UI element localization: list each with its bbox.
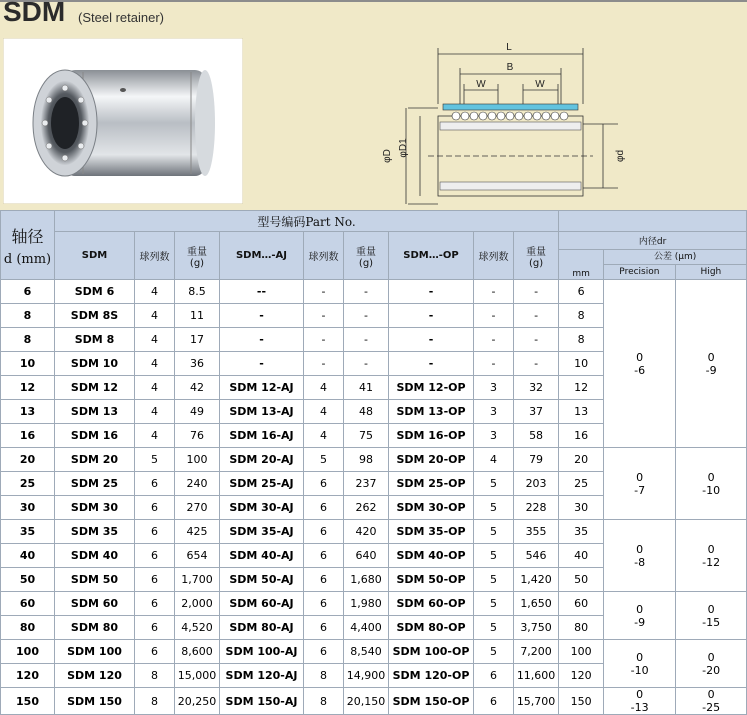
weight-cell: - [514,280,559,304]
ball-rows-cell: - [304,280,344,304]
ball-rows-cell: 4 [304,424,344,448]
weight-cell: 15,000 [175,664,220,688]
weight-cell: 41 [344,376,389,400]
sdm-model-cell: SDM 50 [55,568,135,592]
ball-rows-cell: 3 [474,400,514,424]
inner-dia-cell: 8 [559,328,604,352]
weight-cell: 20,250 [175,688,220,715]
weight-cell: 20,150 [344,688,389,715]
sdm-model-cell: SDM 13 [55,400,135,424]
aj-model-cell: SDM 150-AJ [220,688,304,715]
col-mm: mm [559,250,604,280]
blank-header [559,211,747,232]
tolerance-upper: 0 [707,470,715,484]
shaft-dia-cell: 8 [1,304,55,328]
weight-cell: - [344,328,389,352]
weight-cell: 11 [175,304,220,328]
precision-tolerance-cell [604,688,676,715]
col-weight-2-label: 重量 [356,246,376,258]
tolerance-upper: 0 [636,542,644,556]
sdm-model-cell: SDM 35 [55,520,135,544]
col-sdm: SDM [55,232,135,280]
shaft-dia-cell: 40 [1,544,55,568]
col-weight-3-unit: (g) [528,257,544,269]
ball-rows-cell: 3 [474,424,514,448]
tolerance-lower: -12 [702,555,721,569]
label-D1: φD1 [398,138,409,158]
ball-rows-cell: 8 [304,664,344,688]
high-tolerance-cell [676,280,747,448]
ball-rows-cell: - [474,328,514,352]
table-body [1,280,747,715]
shaft-dia-cell: 12 [1,376,55,400]
inner-dia-cell: 12 [559,376,604,400]
weight-cell: 420 [344,520,389,544]
tolerance-lower: -7 [634,483,646,497]
ball-rows-cell: - [304,328,344,352]
tolerance-lower: -9 [705,363,717,377]
table-row [1,280,747,304]
ball-rows-cell: 6 [135,496,175,520]
page-title: SDM [3,0,66,27]
ball-rows-cell: 5 [304,448,344,472]
ball-rows-cell: 4 [135,376,175,400]
shaft-header-label: 轴径 [11,227,44,246]
ball-rows-cell: 6 [304,496,344,520]
op-model-cell: SDM 100-OP [389,640,474,664]
inner-header: 内径dr [559,232,747,250]
weight-cell: 1,650 [514,592,559,616]
sdm-model-cell: SDM 6 [55,280,135,304]
weight-cell: - [344,304,389,328]
precision-tolerance-cell [604,280,676,448]
shaft-dia-cell: 150 [1,688,55,715]
aj-model-cell: SDM 12-AJ [220,376,304,400]
shaft-header [1,211,55,280]
sdm-model-cell: SDM 80 [55,616,135,640]
op-model-cell: - [389,304,474,328]
op-model-cell: SDM 13-OP [389,400,474,424]
col-weight-3-label: 重量 [526,246,547,258]
weight-cell: 98 [344,448,389,472]
tolerance-upper: 0 [636,350,644,364]
tolerance-upper: 0 [636,602,644,616]
tolerance-lower: -6 [634,363,646,377]
ball-rows-cell: 6 [135,616,175,640]
sdm-model-cell: SDM 8 [55,328,135,352]
model-header: 型号编码Part No. [55,211,559,232]
weight-cell: 1,700 [175,568,220,592]
top-border [0,0,747,2]
inner-dia-cell: 50 [559,568,604,592]
tolerance-lower: -9 [634,615,646,629]
inner-dia-cell: 25 [559,472,604,496]
ball-rows-cell: - [304,352,344,376]
inner-dia-cell: 100 [559,640,604,664]
aj-model-cell: SDM 35-AJ [220,520,304,544]
ball-rows-cell: 6 [135,568,175,592]
shaft-dia-cell: 50 [1,568,55,592]
high-tolerance-cell [676,520,747,592]
ball-rows-cell: 6 [304,568,344,592]
sdm-model-cell: SDM 120 [55,664,135,688]
weight-cell: 1,680 [344,568,389,592]
weight-cell: 640 [344,544,389,568]
sdm-model-cell: SDM 20 [55,448,135,472]
ball-rows-cell: 6 [135,520,175,544]
ball-rows-cell: - [474,352,514,376]
weight-cell: 8,600 [175,640,220,664]
tol-header [604,250,747,280]
ball-rows-cell: 5 [474,496,514,520]
shaft-dia-cell: 10 [1,352,55,376]
op-model-cell: SDM 16-OP [389,424,474,448]
precision-tolerance-cell [604,640,676,688]
aj-model-cell: SDM 60-AJ [220,592,304,616]
inner-dia-cell: 120 [559,664,604,688]
weight-cell: 228 [514,496,559,520]
ball-rows-cell: 6 [135,640,175,664]
weight-cell: 17 [175,328,220,352]
aj-model-cell: SDM 100-AJ [220,640,304,664]
col-rows-3: 球列数 [474,232,514,280]
ball-rows-cell: 5 [135,448,175,472]
sdm-model-cell: SDM 60 [55,592,135,616]
op-model-cell: SDM 35-OP [389,520,474,544]
weight-cell: 15,700 [514,688,559,715]
col-weight-3 [514,232,559,280]
weight-cell: 8.5 [175,280,220,304]
weight-cell: 1,980 [344,592,389,616]
inner-dia-cell: 40 [559,544,604,568]
tolerance-lower: -15 [702,615,721,629]
inner-dia-cell: 80 [559,616,604,640]
weight-cell: 42 [175,376,220,400]
weight-cell: 262 [344,496,389,520]
tolerance-upper: 0 [636,688,644,701]
ball-rows-cell: - [474,304,514,328]
ball-rows-cell: 5 [474,472,514,496]
ball-rows-cell: 8 [304,688,344,715]
inner-dia-cell: 30 [559,496,604,520]
weight-cell: 355 [514,520,559,544]
col-op: SDM…-OP [389,232,474,280]
weight-cell: 75 [344,424,389,448]
tolerance-upper: 0 [707,542,715,556]
dimension-drawing [378,36,640,208]
inner-dia-cell: 20 [559,448,604,472]
ball-rows-cell: 6 [304,592,344,616]
weight-cell: - [344,280,389,304]
ball-rows-cell: 4 [304,376,344,400]
precision-tolerance-cell [604,592,676,640]
weight-cell: 203 [514,472,559,496]
inner-dia-cell: 150 [559,688,604,715]
ball-rows-cell: 5 [474,616,514,640]
table-row [1,448,747,472]
sdm-model-cell: SDM 10 [55,352,135,376]
inner-dia-cell: 8 [559,304,604,328]
ball-rows-cell: 8 [135,664,175,688]
tolerance-upper: 0 [707,650,715,664]
label-D: φD [382,149,393,163]
tolerance-upper: 0 [707,350,715,364]
shaft-dia-cell: 120 [1,664,55,688]
weight-cell: 3,750 [514,616,559,640]
shaft-dia-cell: 35 [1,520,55,544]
col-precision: Precision [604,265,676,279]
col-rows-2: 球列数 [304,232,344,280]
label-L: L [506,42,512,53]
ball-rows-cell: 6 [135,472,175,496]
weight-cell: 240 [175,472,220,496]
high-tolerance-cell [676,592,747,640]
sdm-model-cell: SDM 12 [55,376,135,400]
op-model-cell: - [389,352,474,376]
ball-rows-cell: 6 [135,544,175,568]
op-model-cell: SDM 40-OP [389,544,474,568]
sdm-model-cell: SDM 100 [55,640,135,664]
weight-cell: 7,200 [514,640,559,664]
ball-rows-cell: 4 [135,304,175,328]
weight-cell: 58 [514,424,559,448]
weight-cell: 654 [175,544,220,568]
high-tolerance-cell [676,640,747,688]
aj-model-cell: SDM 25-AJ [220,472,304,496]
weight-cell: 79 [514,448,559,472]
aj-model-cell: SDM 20-AJ [220,448,304,472]
tol-header-label: 公差 (μm) [604,250,746,265]
ball-rows-cell: 5 [474,568,514,592]
op-model-cell: SDM 80-OP [389,616,474,640]
ball-rows-cell: 6 [474,688,514,715]
weight-cell: 237 [344,472,389,496]
weight-cell: - [514,304,559,328]
op-model-cell: SDM 60-OP [389,592,474,616]
page-subtitle: (Steel retainer) [78,10,164,25]
shaft-dia-cell: 20 [1,448,55,472]
sdm-model-cell: SDM 30 [55,496,135,520]
weight-cell: 76 [175,424,220,448]
weight-cell: 1,420 [514,568,559,592]
aj-model-cell: SDM 80-AJ [220,616,304,640]
tolerance-lower: -20 [702,663,721,677]
col-weight-2 [344,232,389,280]
shaft-dia-cell: 6 [1,280,55,304]
col-weight-1-label: 重量 [187,246,207,258]
weight-cell: 14,900 [344,664,389,688]
label-B: B [506,62,514,73]
tolerance-upper: 0 [636,470,644,484]
tolerance-lower: -8 [634,555,646,569]
ball-rows-cell: 6 [304,472,344,496]
sdm-model-cell: SDM 40 [55,544,135,568]
op-model-cell: SDM 25-OP [389,472,474,496]
ball-rows-cell: 6 [474,664,514,688]
shaft-dia-cell: 25 [1,472,55,496]
sdm-model-cell: SDM 25 [55,472,135,496]
weight-cell: - [344,352,389,376]
aj-model-cell: SDM 30-AJ [220,496,304,520]
ball-rows-cell: 5 [474,520,514,544]
label-W-left: W [476,79,486,90]
sdm-model-cell: SDM 8S [55,304,135,328]
tolerance-upper: 0 [707,602,715,616]
table-row [1,640,747,664]
ball-rows-cell: 6 [135,592,175,616]
shaft-dia-cell: 80 [1,616,55,640]
aj-model-cell: SDM 13-AJ [220,400,304,424]
ball-rows-cell: 4 [135,280,175,304]
aj-model-cell: SDM 50-AJ [220,568,304,592]
ball-rows-cell: 4 [135,328,175,352]
ball-rows-cell: 6 [304,640,344,664]
op-model-cell: SDM 20-OP [389,448,474,472]
weight-cell: 37 [514,400,559,424]
tolerance-lower: -10 [702,483,721,497]
table-row [1,592,747,616]
shaft-header-unit: d (mm) [3,252,52,267]
ball-rows-cell: 4 [474,448,514,472]
sdm-model-cell: SDM 150 [55,688,135,715]
op-model-cell: SDM 50-OP [389,568,474,592]
op-model-cell: - [389,328,474,352]
aj-model-cell: SDM 40-AJ [220,544,304,568]
weight-cell: 546 [514,544,559,568]
weight-cell: 270 [175,496,220,520]
aj-model-cell: -- [220,280,304,304]
inner-dia-cell: 6 [559,280,604,304]
tolerance-lower: -25 [702,701,721,714]
ball-rows-cell: 5 [474,592,514,616]
ball-rows-cell: 4 [135,400,175,424]
inner-dia-cell: 60 [559,592,604,616]
col-weight-1 [175,232,220,280]
col-weight-2-unit: (g) [358,257,374,269]
weight-cell: 8,540 [344,640,389,664]
tolerance-lower: -10 [630,663,649,677]
ball-rows-cell: - [304,304,344,328]
op-model-cell: SDM 12-OP [389,376,474,400]
precision-tolerance-cell [604,520,676,592]
weight-cell: 48 [344,400,389,424]
weight-cell: 36 [175,352,220,376]
shaft-dia-cell: 16 [1,424,55,448]
aj-model-cell: SDM 16-AJ [220,424,304,448]
tolerance-upper: 0 [707,688,715,701]
ball-rows-cell: 5 [474,544,514,568]
ball-rows-cell: 4 [304,400,344,424]
op-model-cell: SDM 30-OP [389,496,474,520]
tolerance-upper: 0 [636,650,644,664]
shaft-dia-cell: 13 [1,400,55,424]
col-rows-1: 球列数 [135,232,175,280]
label-W-right: W [535,79,545,90]
col-high: High [700,267,722,277]
weight-cell: 49 [175,400,220,424]
aj-model-cell: - [220,352,304,376]
ball-rows-cell: 8 [135,688,175,715]
weight-cell: 425 [175,520,220,544]
weight-cell: - [514,352,559,376]
sdm-model-cell: SDM 16 [55,424,135,448]
col-aj: SDM…-AJ [220,232,304,280]
ball-rows-cell: 4 [135,424,175,448]
spec-table [0,210,747,715]
weight-cell: 100 [175,448,220,472]
shaft-dia-cell: 100 [1,640,55,664]
inner-dia-cell: 13 [559,400,604,424]
shaft-dia-cell: 60 [1,592,55,616]
weight-cell: 4,400 [344,616,389,640]
aj-model-cell: - [220,328,304,352]
high-tolerance-cell [676,448,747,520]
ball-rows-cell: 6 [304,520,344,544]
label-d: φd [615,149,626,163]
inner-dia-cell: 10 [559,352,604,376]
weight-cell: - [514,328,559,352]
tolerance-lower: -13 [630,701,649,714]
aj-model-cell: - [220,304,304,328]
precision-tolerance-cell [604,448,676,520]
weight-cell: 11,600 [514,664,559,688]
op-model-cell: SDM 120-OP [389,664,474,688]
shaft-dia-cell: 30 [1,496,55,520]
ball-rows-cell: 3 [474,376,514,400]
op-model-cell: SDM 150-OP [389,688,474,715]
bearing-photo [3,38,243,204]
inner-dia-cell: 16 [559,424,604,448]
table-row [1,520,747,544]
weight-cell: 4,520 [175,616,220,640]
ball-rows-cell: 5 [474,640,514,664]
col-weight-1-unit: (g) [189,257,205,269]
ball-rows-cell: 6 [304,616,344,640]
op-model-cell: - [389,280,474,304]
ball-rows-cell: 6 [304,544,344,568]
inner-dia-cell: 35 [559,520,604,544]
weight-cell: 32 [514,376,559,400]
weight-cell: 2,000 [175,592,220,616]
aj-model-cell: SDM 120-AJ [220,664,304,688]
shaft-dia-cell: 8 [1,328,55,352]
high-tolerance-cell [676,688,747,715]
ball-rows-cell: 4 [135,352,175,376]
ball-rows-cell: - [474,280,514,304]
table-row [1,688,747,715]
